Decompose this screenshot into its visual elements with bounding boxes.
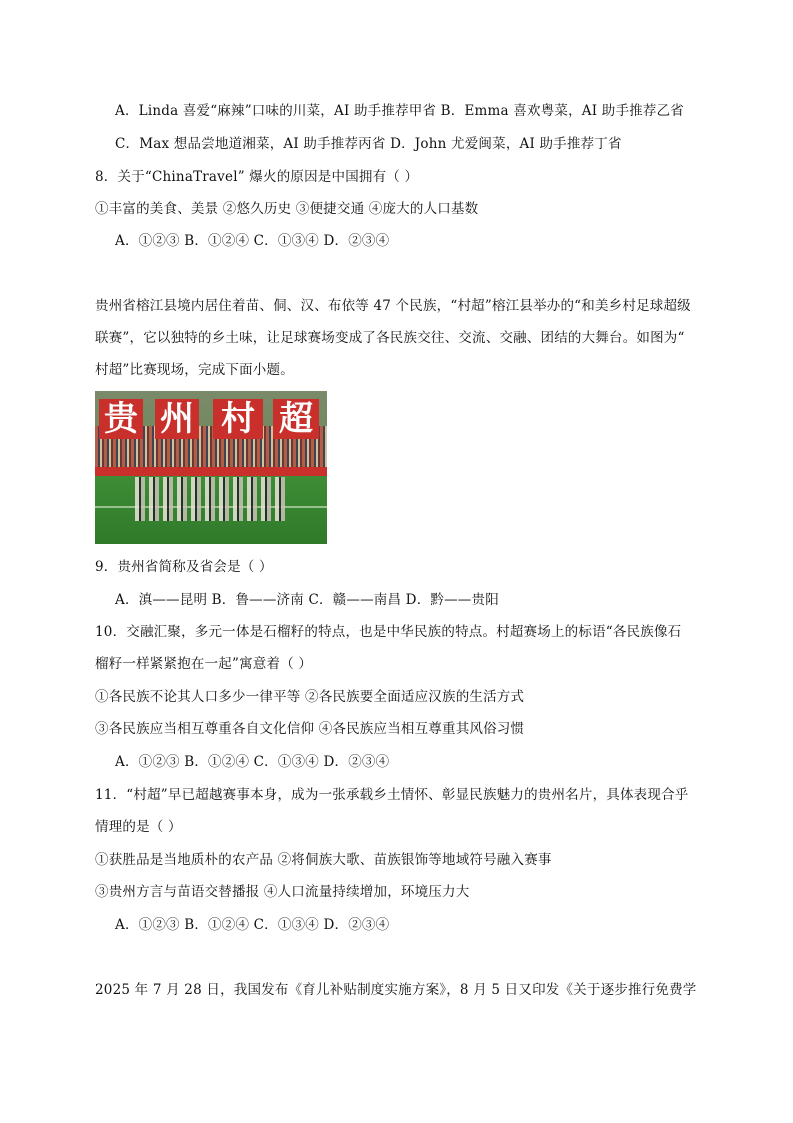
question-10-items-1: ①各民族不论其人口多少一律平等 ②各民族要全面适应汉族的生活方式 — [95, 689, 525, 705]
question-11-items-1: ①获胜品是当地质朴的农产品 ②将侗族大歌、苗族银饰等地域符号融入赛事 — [95, 852, 552, 868]
photo-performers — [135, 477, 285, 521]
photo-sign-char-1: 贵 — [99, 399, 143, 439]
question-11-items-2: ③贵州方言与苗语交替播报 ④人口流量持续增加，环境压力大 — [95, 884, 470, 900]
village-super-league-photo — [95, 391, 327, 544]
question-11-stem-2: 情理的是（ ） — [95, 819, 182, 835]
question-9-options: A．滇——昆明 B．鲁——济南 C．赣——南昌 D．黔——贵阳 — [115, 592, 499, 608]
question-8-items: ①丰富的美食、美景 ②悠久历史 ③便捷交通 ④庞大的人口基数 — [95, 201, 479, 217]
passage-2-line-1: 2025 年 7 月 28 日，我国发布《育儿补贴制度实施方案》，8 月 5 日又印发《关于逐步推行免费学 — [95, 982, 697, 998]
photo-sign-char-3: 村 — [213, 399, 263, 439]
question-10-stem-2: 榴籽一样紧紧抱在一起”寓意着（ ） — [95, 656, 313, 672]
passage-line-1: 贵州省榕江县境内居住着苗、侗、汉、布依等 47 个民族，“村超”榕江县举办的“和美乡村足球超级 — [95, 298, 691, 314]
question-7-options-cd: C．Max 想品尝地道湘菜，AI 助手推荐丙省 D．John 尤爱闽菜，AI 助手推荐丁省 — [115, 136, 622, 152]
question-7-options-ab: A．Linda 喜爱“麻辣”口味的川菜，AI 助手推荐甲省 B．Emma 喜欢粤菜，AI 助手推荐乙省 — [115, 103, 684, 119]
photo-sign-char-4: 超 — [273, 399, 319, 439]
passage-line-3: 村超”比赛现场，完成下面小题。 — [95, 362, 294, 378]
question-8-options: A．①②③ B．①②④ C．①③④ D．②③④ — [115, 233, 390, 249]
question-8-stem: 8．关于“ChinaTravel” 爆火的原因是中国拥有（ ） — [95, 169, 419, 185]
question-10-items-2: ③各民族应当相互尊重各自文化信仰 ④各民族应当相互尊重其风俗习惯 — [95, 721, 525, 737]
passage-line-2: 联赛”，它以独特的乡土味，让足球赛场变成了各民族交往、交流、交融、团结的大舞台。如图为“ — [95, 330, 685, 346]
question-11-stem-1: 11．“村超”早已超越赛事本身，成为一张承载乡土情怀、彰显民族魅力的贵州名片，具体表现合乎 — [95, 787, 689, 803]
question-10-stem-1: 10．交融汇聚，多元一体是石榴籽的特点，也是中华民族的特点。村超赛场上的标语“各民族像石 — [95, 624, 682, 640]
question-10-options: A．①②③ B．①②④ C．①③④ D．②③④ — [115, 754, 390, 770]
photo-banner — [95, 467, 327, 476]
question-11-options: A．①②③ B．①②④ C．①③④ D．②③④ — [115, 917, 390, 933]
question-9-stem: 9．贵州省简称及省会是（ ） — [95, 559, 273, 575]
photo-sign-char-2: 州 — [155, 399, 199, 439]
